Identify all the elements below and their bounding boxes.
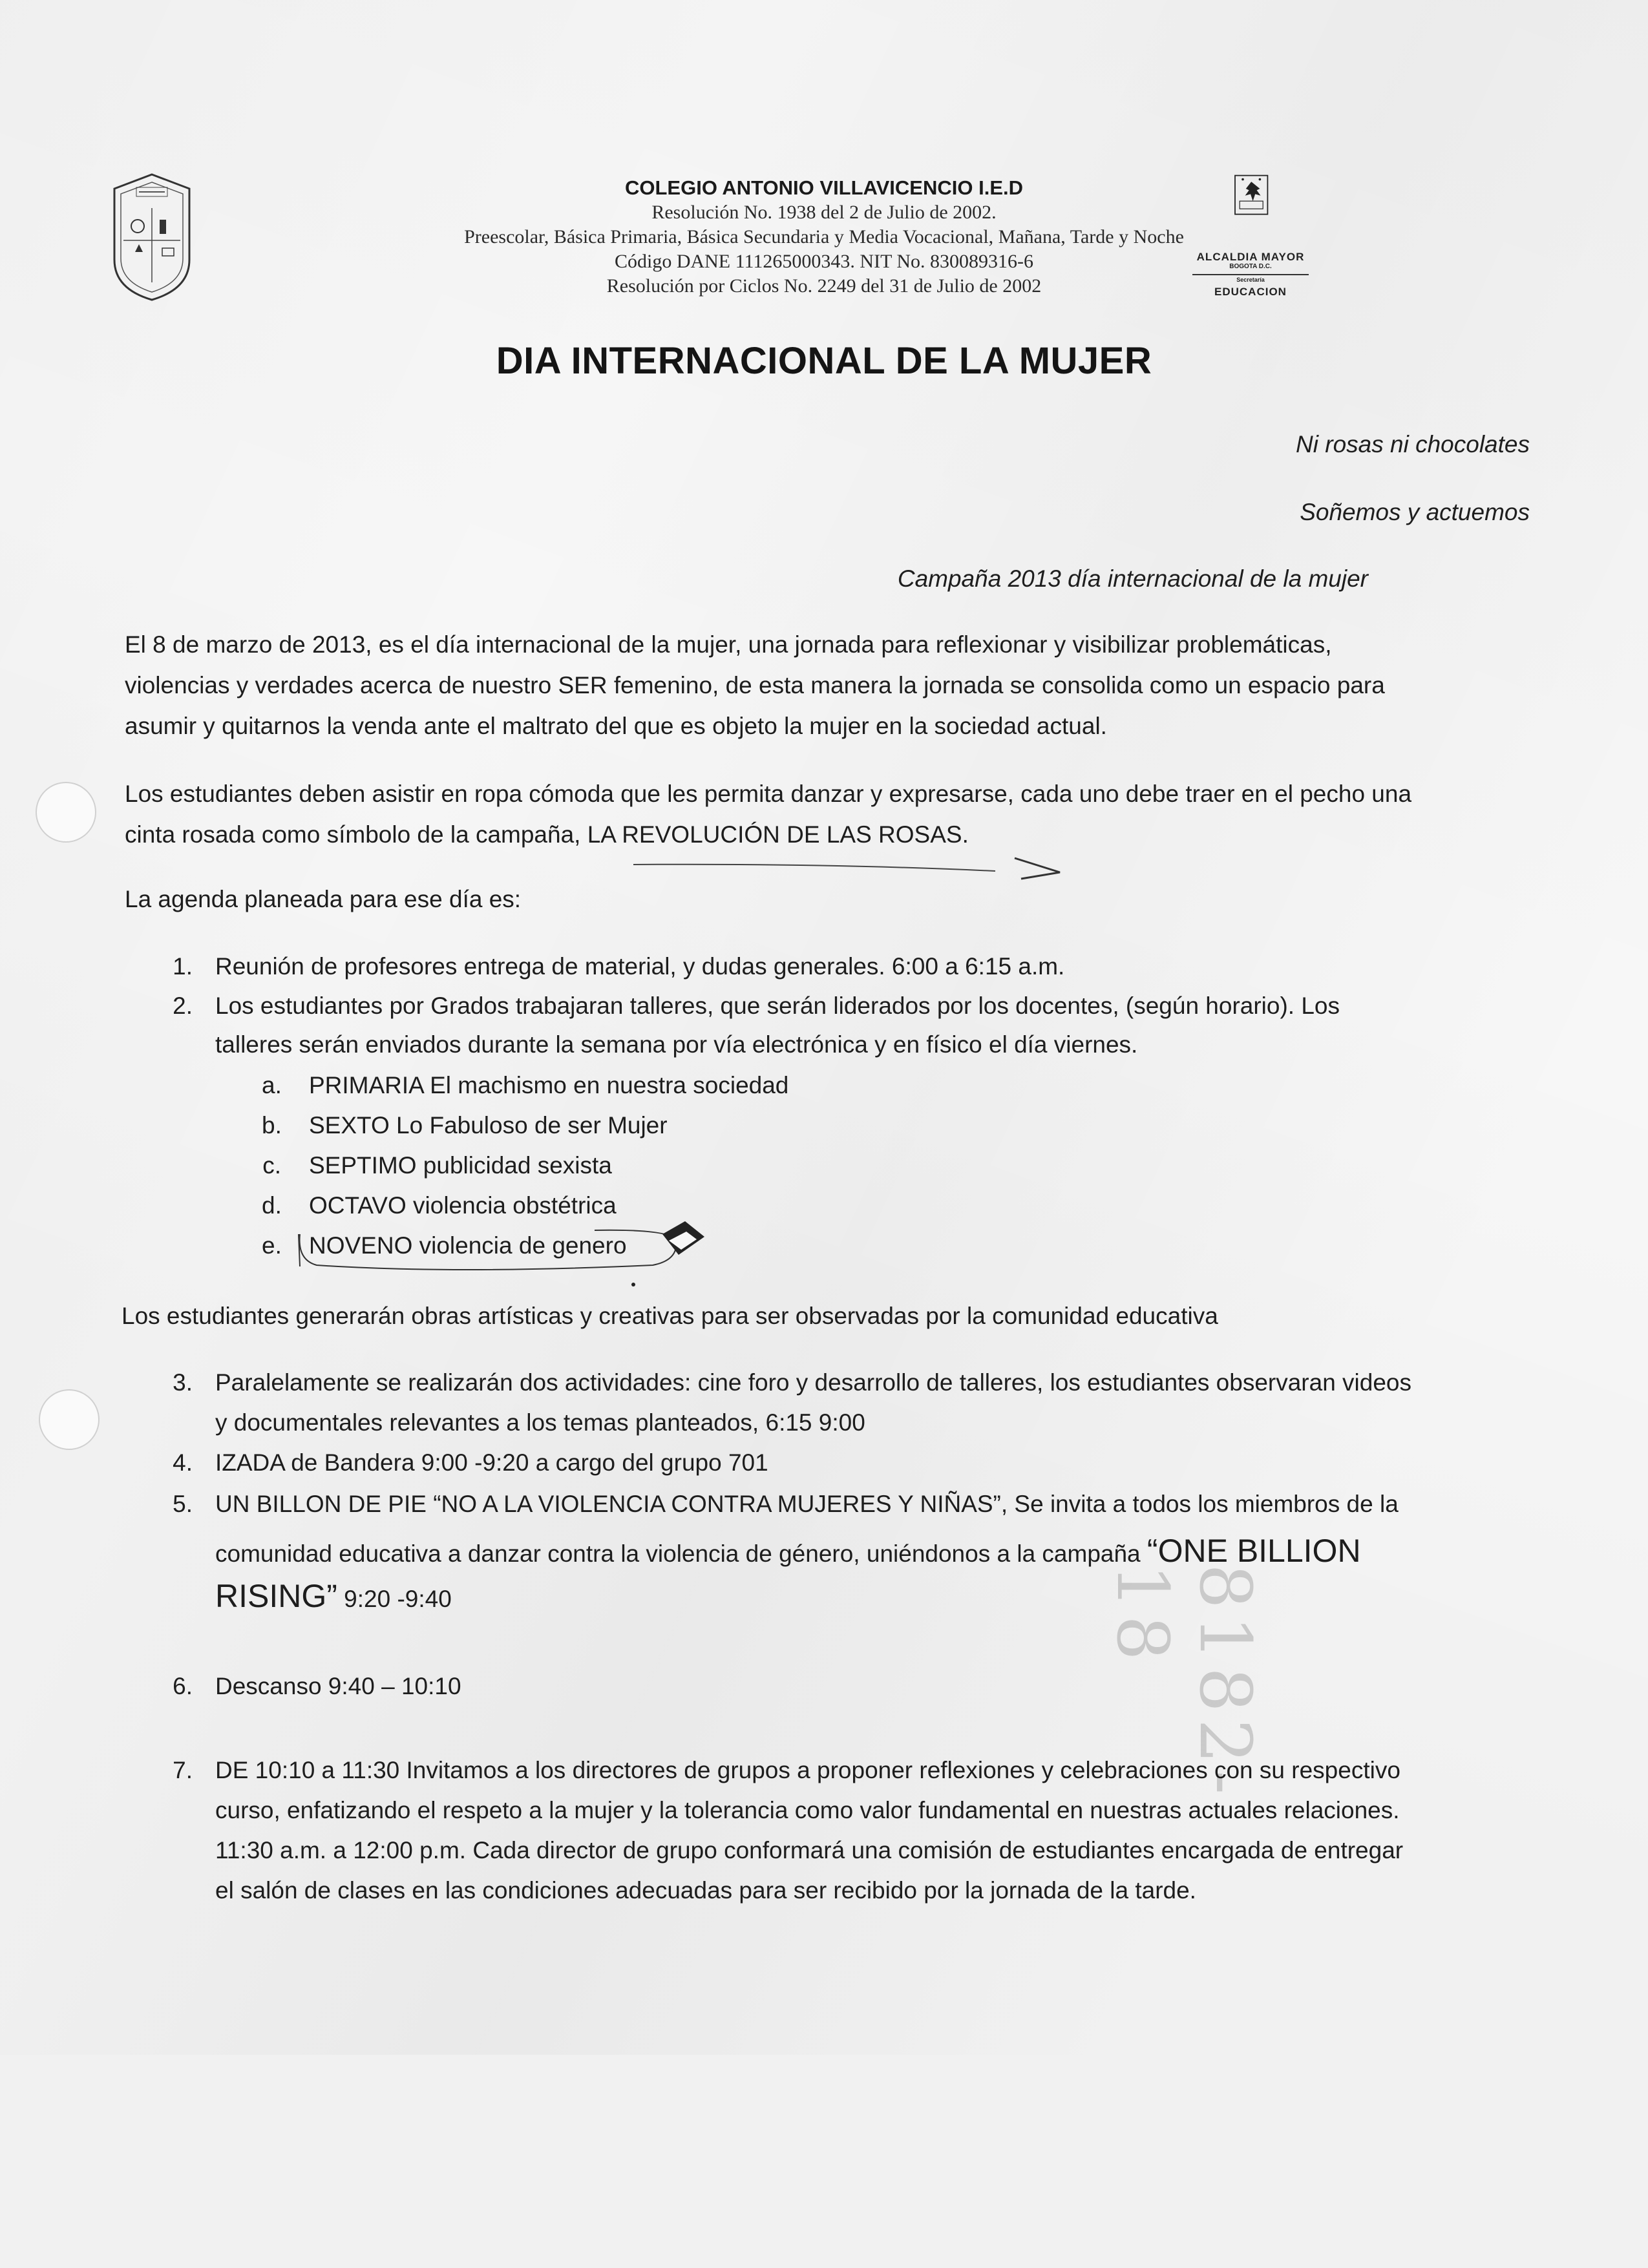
agenda-item-6: Descanso 9:40 – 10:10 [215,1673,461,1699]
intro-line: El 8 de marzo de 2013, es el día internacional de la mujer, una jornada para reflexionar y visibilizar problemáticas, [125,631,1332,658]
agenda-number: 7. [173,1757,193,1783]
agenda-number: 3. [173,1369,193,1396]
agenda-item-7-line-4: el salón de clases en las condiciones adecuadas para ser recibido por la jornada de la tarde. [215,1877,1196,1904]
logo-divider [1192,274,1309,275]
document-title: DIA INTERNACIONAL DE LA MUJER [496,340,1152,382]
punch-hole [36,782,96,843]
intro-line: violencias y verdades acerca de nuestro SER femenino, de esta manera la jornada se consolida como un espacio para [125,672,1385,698]
workshop-noveno: NOVENO violencia de genero [309,1232,627,1259]
campaign-name-part-2: RISING” [215,1578,337,1614]
attire-paragraph [125,773,1527,855]
agenda-item-5-time: 9:20 -9:40 [337,1586,452,1612]
agenda-item-7-line-2: curso, enfatizando el respeto a la mujer y la tolerancia como valor fundamental en nuestras actuales relaciones. [215,1797,1400,1823]
agenda-number: 5. [173,1491,193,1517]
header-cycles-resolution: Resolución por Ciclos No. 2249 del 31 de Julio de 2002 [606,275,1042,297]
agenda-number: 1. [173,953,193,980]
bogota-label: BOGOTA D.C. [1229,263,1272,270]
agenda-number: 6. [173,1673,193,1699]
agenda-item-2-line-2: talleres serán enviados durante la semana por vía electrónica y en físico el día viernes. [215,1031,1138,1058]
handwritten-note: 8182-18 [1101,1564,1267,1801]
workshop-septimo: SEPTIMO publicidad sexista [309,1152,612,1179]
campaign-name-part-1: “ONE BILLION [1146,1533,1361,1569]
workshop-letter: c. [262,1152,281,1179]
workshop-letter: b. [262,1112,282,1139]
school-name: COLEGIO ANTONIO VILLAVICENCIO I.E.D [624,176,1024,199]
agenda-number: 4. [173,1449,193,1476]
workshop-sexto: SEXTO Lo Fabuloso de ser Mujer [309,1112,668,1139]
workshop-letter: a. [262,1072,282,1098]
agenda-item-5-line-1: UN BILLON DE PIE “NO A LA VIOLENCIA CONTRA MUJERES Y NIÑAS”, Se invita a todos los miembros de la [215,1491,1399,1517]
educacion-label: EDUCACION [1214,286,1287,298]
agenda-item-7-line-1: DE 10:10 a 11:30 Invitamos a los directores de grupos a proponer reflexiones y celebraciones con su respectivo [215,1757,1400,1783]
school-crest-logo [107,169,197,305]
workshop-octavo: OCTAVO violencia obstétrica [309,1192,617,1219]
bogota-crest-logo [1199,173,1302,251]
agenda-item-4: IZADA de Bandera 9:00 -9:20 a cargo del grupo 701 [215,1449,768,1476]
punch-hole [39,1389,100,1450]
agenda-item-3-line-1: Paralelamente se realizarán dos actividades: cine foro y desarrollo de talleres, los estudiantes observaran videos [215,1369,1412,1396]
secretaria-label: Secretaría [1236,277,1265,283]
epigraph-campaign: Campaña 2013 día internacional de la mujer [897,565,1368,592]
agenda-item-5-line-3 [215,1577,452,1619]
agenda-item-1: Reunión de profesores entrega de material, y dudas generales. 6:00 a 6:15 a.m. [215,953,1065,980]
workshop-letter: e. [262,1232,282,1259]
alcaldia-label: ALCALDIA MAYOR [1196,251,1305,263]
agenda-item-5-text: comunidad educativa a danzar contra la violencia de género, uniéndonos a la campaña [215,1540,1147,1567]
workshop-letter: d. [262,1192,282,1219]
header-levels: Preescolar, Básica Primaria, Básica Secundaria y Media Vocacional, Mañana, Tarde y Noche [464,226,1184,247]
agenda-intro: La agenda planeada para ese día es: [125,886,522,912]
artistic-paragraph: Los estudiantes generarán obras artísticas y creativas para ser observadas por la comunidad educativa [121,1303,1218,1329]
epigraph-roses: Ni rosas ni chocolates [1296,431,1530,457]
epigraph-dream: Soñemos y actuemos [1300,499,1530,525]
intro-line: asumir y quitarnos la venda ante el maltrato del que es objeto la mujer en la sociedad actual. [125,713,1107,739]
attire-line: cinta rosada como símbolo de la campaña, LA REVOLUCIÓN DE LAS ROSAS. [125,821,969,848]
intro-paragraph [125,624,1527,746]
agenda-number: 2. [173,992,193,1019]
header-dane-nit: Código DANE 111265000343. NIT No. 830089316-6 [614,251,1034,272]
agenda-item-3-line-2: y documentales relevantes a los temas planteados, 6:15 9:00 [215,1409,865,1436]
header-resolution: Resolución No. 1938 del 2 de Julio de 2002. [651,202,997,223]
handdrawn-circle [291,1215,717,1292]
agenda-item-7-line-3: 11:30 a.m. a 12:00 p.m. Cada director de grupo conformará una comisión de estudiantes encargada de entregar [215,1837,1404,1864]
scan-margin [0,2055,1648,2268]
attire-line: Los estudiantes deben asistir en ropa cómoda que les permita danzar y expresarse, cada uno debe traer en el pecho una [125,781,1412,807]
agenda-item-2-line-1: Los estudiantes por Grados trabajaran talleres, que serán liderados por los docentes, (según horario). Los [215,992,1340,1019]
workshop-primaria: PRIMARIA El machismo en nuestra sociedad [309,1072,789,1098]
